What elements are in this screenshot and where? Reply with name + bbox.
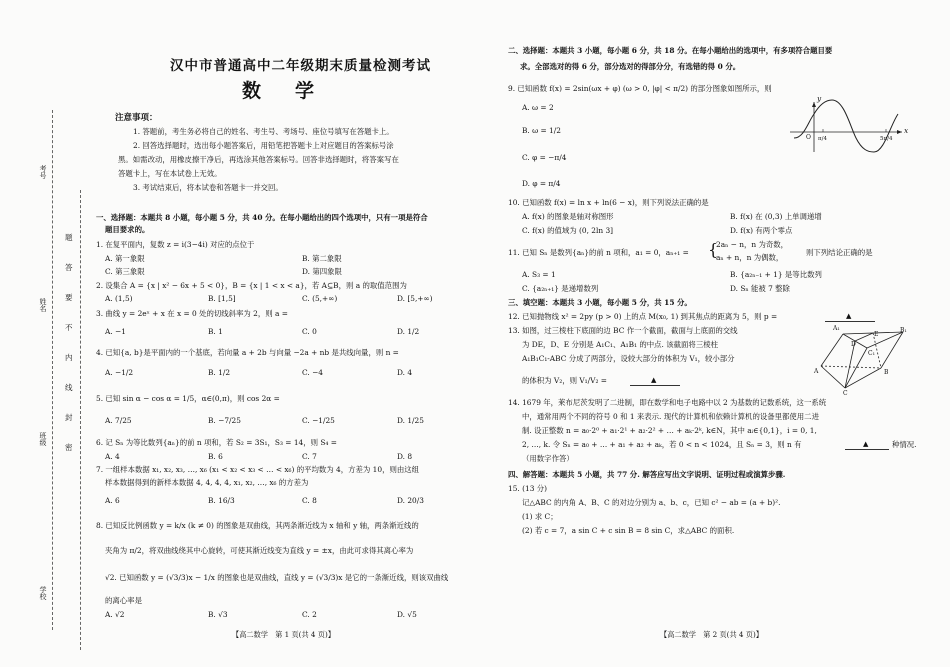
q8-option: C. 2 — [302, 610, 317, 619]
q13-label-a1: A₁ — [833, 325, 840, 332]
q10-option: B. f(x) 在 (0,3) 上单调递增 — [730, 212, 822, 221]
q12-blank-marker: ▲ — [846, 312, 852, 320]
q11-stem-tail: 则下列结论正确的是 — [806, 248, 873, 257]
q1-option: D. 第四象限 — [302, 267, 342, 276]
q9-option: B. ω = 1/2 — [522, 126, 561, 135]
seal-char: 题 — [65, 233, 73, 242]
binding-line-2 — [80, 190, 81, 650]
q13-line: 13. 如图，过三棱柱下底面的边 BC 作一个截面，截面与上底面的交线 — [508, 326, 738, 335]
q4-option: A. −1/2 — [105, 368, 134, 377]
notes-heading: 注意事项： — [115, 113, 158, 123]
q7-stem: 7. 一组样本数据 x₁, x₂, x₃, …, x₆ (x₁ < x₂ < x₃ < … < x₆) 的平均数为 4，方差为 10，则由这组 — [96, 465, 420, 474]
q3-option: D. 1/2 — [397, 327, 420, 336]
q13-blank-marker: ▲ — [651, 376, 657, 384]
q14-line: （用数字作答） — [522, 454, 574, 463]
q14-answer-blank — [845, 449, 889, 450]
q5-option: C. −1/25 — [302, 416, 335, 425]
notes-line: 1. 答题前，考生务必将自己的姓名、考生号、考场号、座位号填写在答题卡上。 — [133, 127, 394, 136]
q8-stem: 8. 已知反比例函数 y = k/x (k ≠ 0) 的图象是双曲线，其两条渐近线为 x 轴和 y 轴，两条渐近线的 — [96, 521, 419, 530]
q2-option: C. (5,+∞) — [302, 294, 338, 303]
sidebar-banji-label: 班级 — [39, 432, 47, 446]
q11-brace: { — [708, 240, 719, 259]
notes-line: 黑。如需改动，用橡皮擦干净后，再选涂其他答案标号。回答非选择题时，将答案写在 — [118, 155, 399, 164]
seal-char: 密 — [65, 443, 73, 452]
q11-option: C. {a₂ₙ₊₁} 是递增数列 — [522, 284, 599, 293]
sidebar-kaohao-label: 考号 — [39, 165, 47, 179]
q9-option: A. ω = 2 — [522, 103, 554, 112]
section2-heading: 二、选择题：本题共 3 小题，每小题 6 分，共 18 分。在每小题给出的选项中，有多项符合题目要 — [508, 46, 833, 55]
q14-blank-marker: ▲ — [863, 440, 869, 448]
q6-option: B. 6 — [208, 452, 223, 461]
q9-stem: 9. 已知函数 f(x) = 2sin(ωx + φ) (ω > 0, |φ| < π/2) 的部分图象如图所示，则 — [508, 84, 772, 93]
q10-option: A. f(x) 的图象是轴对称图形 — [522, 212, 614, 221]
q3-option: C. 0 — [302, 327, 317, 336]
section4-heading: 四、解答题：本题共 5 小题，共 77 分. 解答应写出文字说明、证明过程或演算步骤. — [508, 470, 786, 479]
section1-heading-cont: 题目要求的。 — [105, 225, 150, 234]
q5-stem: 5. 已知 sin α − cos α = 1/5，α∈(0,π)，则 cos 2α = — [96, 394, 280, 403]
binding-line-1 — [52, 110, 53, 630]
seal-char: 封 — [65, 413, 73, 422]
q13-line: 的体积为 V₂，则 V₁/V₂ = — [522, 376, 607, 385]
q13-prism-figure — [815, 322, 910, 394]
q8-option: B. √3 — [208, 610, 228, 619]
q13-label-b1: B₁ — [900, 327, 907, 334]
q13-label-d: D — [851, 341, 856, 348]
q5-option: D. 1/25 — [397, 416, 424, 425]
q9-option: D. φ = π/4 — [522, 179, 561, 188]
q2-option: A. (1,5) — [105, 294, 133, 303]
section3-heading: 三、填空题：本题共 3 小题，每小题 5 分，共 15 分。 — [508, 298, 692, 307]
q11-stem: 11. 已知 Sₙ 是数列{aₙ}的前 n 项和，a₁ = 0，aₙ₊₁ = — [508, 248, 689, 257]
q13-label-e: E — [874, 331, 879, 338]
q9-graph-x-label: x — [904, 126, 909, 135]
q10-stem: 10. 已知函数 f(x) = ln x + ln(6 − x)，则下列说法正确的是 — [508, 198, 709, 207]
seal-char: 答 — [65, 263, 73, 272]
q1-option: B. 第二象限 — [302, 254, 342, 263]
notes-line: 2. 回答选择题时，选出每小题答案后，用铅笔把答题卡上对应题目的答案标号涂 — [133, 141, 394, 150]
q1-stem: 1. 在复平面内，复数 z = i(3−4i) 对应的点位于 — [96, 240, 255, 249]
q14-line: 2, …, k. 令 Sₙ = a₀ + … + a₁ + a₂ + aₖ，若 0 < n < 1024，且 Sₙ = 3，则 n 有 — [522, 440, 802, 449]
q9-graph-y-label: y — [817, 94, 822, 103]
q7-option: A. 6 — [105, 496, 120, 505]
q11-option: B. {a₂ₙ₋₁ + 1} 是等比数列 — [730, 270, 822, 279]
q7-stem-cont: 样本数据得到的新样本数据 4, 4, 4, 4, x₁, x₂, …, x₆ 的方差为 — [105, 478, 309, 487]
exam-subject: 数学 — [242, 80, 349, 102]
q13-label-c: C — [843, 390, 848, 397]
q1-option: C. 第三象限 — [105, 267, 145, 276]
q6-option: A. 4 — [105, 452, 120, 461]
notes-line: 答题卡上，写在本试卷上无效。 — [118, 169, 222, 178]
q13-line: A₁B₁C₁-ABC 分成了两部分，设较大部分的体积为 V₁，较小部分 — [522, 354, 735, 363]
q12-stem: 12. 已知抛物线 x² = 2py (p > 0) 上的点 M(x₀, 1) 到其焦点的距离为 5，则 p = — [508, 312, 778, 321]
section2-heading-cont: 求。全部选对的得 6 分，部分选对的得部分分，有选错的得 0 分。 — [520, 62, 741, 71]
q8-option: D. √5 — [397, 610, 417, 619]
q4-option: D. 4 — [397, 368, 413, 377]
q13-label-b: B — [884, 369, 889, 376]
q4-stem: 4. 已知{a, b}是平面内的一个基底，若向量 a + 2b 与向量 −2a + nb 是共线向量，则 n = — [96, 348, 399, 357]
seal-char: 不 — [65, 323, 73, 332]
q2-option: B. [1,5] — [208, 294, 236, 303]
page2-footer: 【高二数学 第 2 页(共 4 页)】 — [660, 630, 763, 639]
q4-option: C. −4 — [302, 368, 323, 377]
sidebar-xingming-label: 姓名 — [39, 298, 47, 312]
q7-option: B. 16/3 — [208, 496, 235, 505]
q13-line: 为 DE，D、E 分别是 A₁C₁、A₁B₁ 的中点. 该截面将三棱柱 — [522, 340, 718, 349]
q9-graph-tick: 5π/4 — [880, 136, 893, 142]
q6-stem: 6. 记 Sₙ 为等比数列{aₙ}的前 n 项和，若 S₂ = 3S₁，S₃ = 14，则 S₄ = — [96, 438, 337, 447]
seal-char: 线 — [65, 383, 73, 392]
q11-piece: aₙ + n，n 为偶数， — [716, 253, 784, 262]
q9-graph-origin: O — [806, 134, 811, 141]
q6-option: D. 8 — [397, 452, 413, 461]
q4-option: B. 1/2 — [208, 368, 231, 377]
q9-option: C. φ = −π/4 — [522, 153, 567, 162]
q2-stem: 2. 设集合 A = {x | x² − 6x + 5 < 0}，B = {x | 1 < x < a}，若 A⊆B，则 a 的取值范围为 — [96, 281, 407, 290]
q11-piece: 2aₙ − n，n 为奇数， — [716, 240, 789, 249]
q14-line: 制. 设正整数 n = a₀·2⁰ + a₁·2¹ + a₂·2² + … + aₖ·2ᵏ, k∈N，其中 aᵢ∈{0,1}，i = 0, 1, — [522, 426, 817, 435]
q13-answer-blank — [630, 385, 680, 386]
q8-option: A. √2 — [105, 610, 125, 619]
q15-line: (2) 若 c = 7，a sin C + c sin B = 8 sin C，求△ABC 的面积. — [522, 526, 735, 535]
q9-sine-graph — [790, 100, 905, 155]
q5-option: A. 7/25 — [105, 416, 132, 425]
q15-line: 15. (13 分) — [508, 484, 548, 493]
q3-option: A. −1 — [105, 327, 126, 336]
q8-stem-cont: √2. 已知函数 y = (√3/3)x − 1/x 的图象也是双曲线，直线 y = (√3/3)x 是它的一条渐近线，则该双曲线 — [105, 573, 449, 582]
q7-option: C. 8 — [302, 496, 317, 505]
q8-stem-cont: 夹角为 π/2，将双曲线绕其中心旋转，可使其渐近线变为直线 y = ±x，由此可求得其离心率为 — [105, 546, 414, 555]
page1-footer: 【高二数学 第 1 页(共 4 页)】 — [232, 630, 335, 639]
q1-option: A. 第一象限 — [105, 254, 145, 263]
q11-option: D. Sₙ 能被 7 整除 — [730, 284, 790, 293]
q11-option: A. S₃ = 1 — [522, 270, 556, 279]
q13-label-c1: C₁ — [868, 350, 875, 357]
q8-stem-cont: 的离心率是 — [105, 596, 142, 605]
q6-option: C. 7 — [302, 452, 317, 461]
q15-line: (1) 求 C； — [522, 512, 558, 521]
q14-line: 14. 1679 年，莱布尼茨发明了二进制，即在数学和电子电路中以 2 为基数的记数系统，这一系统 — [508, 398, 827, 407]
q14-line: 中，通常用两个不同的符号 0 和 1 来表示. 现代的计算机和依赖计算机的设备里都使用二进 — [522, 412, 819, 421]
q9-graph-tick: π/4 — [818, 136, 827, 142]
q10-option: C. f(x) 的值域为 (0, 2ln 3] — [522, 226, 614, 235]
section1-heading: 一、选择题：本题共 8 小题，每小题 5 分，共 40 分。在每小题给出的四个选项中，只有一项是符合 — [96, 213, 428, 222]
q3-option: B. 1 — [208, 327, 223, 336]
q15-line: 记△ABC 的内角 A、B、C 的对边分别为 a、b、c，已知 c² − ab = (a + b)². — [522, 498, 781, 507]
notes-line: 3. 考试结束后，将本试卷和答题卡一并交回。 — [133, 183, 283, 192]
q3-stem: 3. 曲线 y = 2eˣ + x 在 x = 0 处的切线斜率为 2，则 a = — [96, 309, 288, 318]
q2-option: D. [5,+∞) — [397, 294, 433, 303]
exam-title: 汉中市普通高中二年级期末质量检测考试 — [170, 58, 431, 74]
q14-tail: 种情况. — [892, 440, 917, 449]
seal-char: 内 — [65, 353, 73, 362]
q13-label-a: A — [814, 368, 819, 375]
q7-option: D. 20/3 — [397, 496, 424, 505]
q10-option: D. f(x) 有两个零点 — [730, 226, 793, 235]
sidebar-xuexiao-label: 学校 — [39, 586, 47, 600]
q5-option: B. −7/25 — [208, 416, 241, 425]
seal-char: 要 — [65, 293, 73, 302]
